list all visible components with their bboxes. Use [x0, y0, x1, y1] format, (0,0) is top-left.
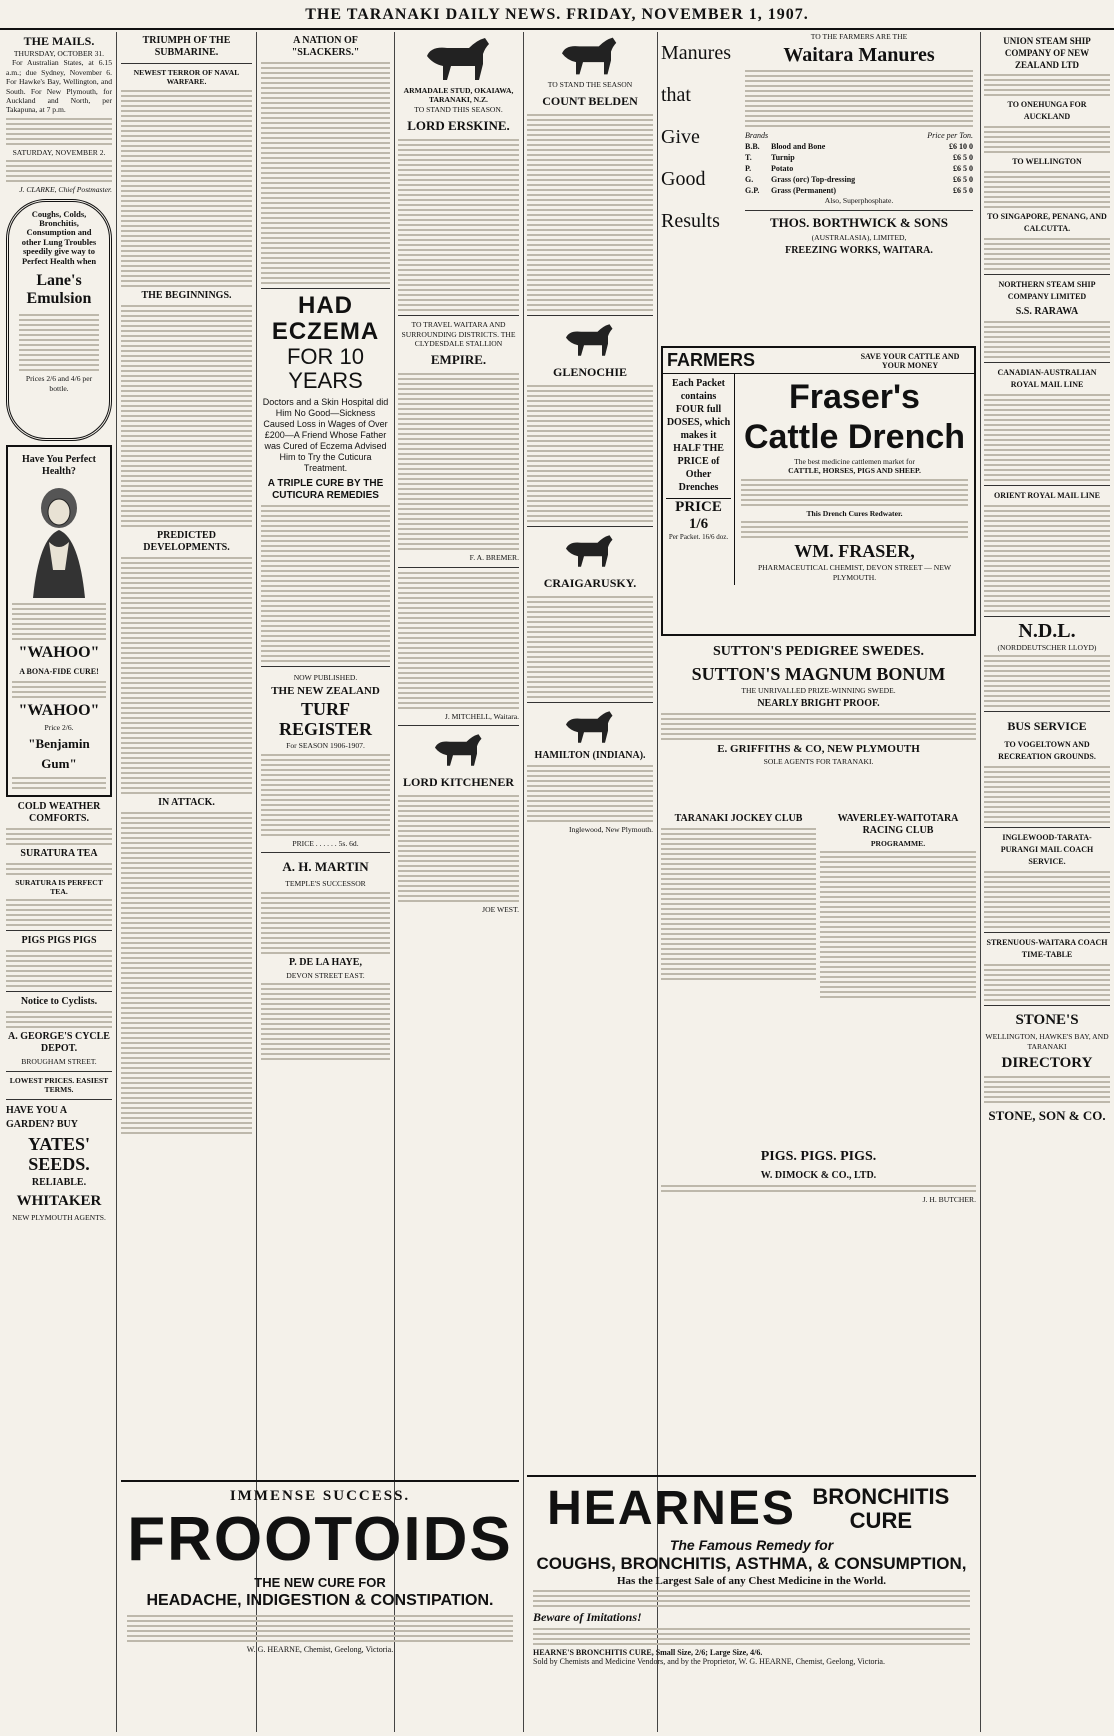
stones-co: STONE, SON & CO.: [988, 1108, 1106, 1124]
suratura-body-text: [6, 863, 112, 875]
manure-price: £6 5 0: [953, 164, 973, 174]
empire-intro: TO TRAVEL WAITARA AND SURROUNDING DISTRICTS. THE CLYDESDALE STALLION: [401, 320, 516, 349]
column-5: [527, 32, 653, 1507]
price-head: Price per Ton.: [927, 131, 973, 141]
slackers-body-text: [261, 62, 390, 284]
turf-title-2: TURF REGISTER: [278, 699, 373, 740]
haye-body-text: [261, 983, 390, 1060]
singapore-body-text: [984, 238, 1110, 270]
horse-icon: [560, 320, 620, 360]
mails-text: For Australian States, at 6.15 a.m.; due Sydney, November 6. For Hawke's Bay, Wellington, and South. For New Plymouth, for Auckland and North, per Takapuna, at 7 p.m.: [6, 58, 112, 115]
mails-title: THE MAILS.: [23, 34, 95, 48]
wahoo-price: Price 2/6.: [44, 722, 74, 732]
column-3: [261, 32, 390, 1507]
armadale-stud: ARMADALE STUD, OKAIAWA, TARANAKI, N.Z.: [403, 86, 514, 105]
suttons-nearly: NEARLY BRIGHT PROOF.: [757, 698, 880, 710]
lord-kitchener: LORD KITCHENER: [402, 775, 515, 790]
column-rule: [116, 32, 117, 1732]
onehunga-body-text: [984, 126, 1110, 153]
waverley-club: WAVERLEY-WAITOTARA RACING CLUB: [837, 813, 959, 836]
kitchener-body-text: [398, 795, 519, 902]
suratura-subtitle: SURATURA IS PERFECT TEA.: [15, 877, 103, 897]
column-rule: [256, 32, 257, 1732]
article-body-text: [121, 90, 252, 287]
section-attack: IN ATTACK.: [158, 796, 215, 808]
turf-price: PRICE . . . . . . 5s. 6d.: [292, 838, 359, 848]
health-title: Have You Perfect Health?: [21, 453, 97, 477]
ndl-sub: (NORDDEUTSCHER LLOYD): [997, 643, 1097, 652]
onehunga: TO ONEHUNGA FOR AUCKLAND: [1007, 100, 1087, 121]
wellington-body-text: [984, 171, 1110, 208]
turf-season: For SEASON 1906-1907.: [286, 741, 365, 751]
manure-name: Turnip: [771, 153, 795, 163]
orient-body-text: [984, 505, 1110, 612]
column-rule: [523, 32, 524, 1732]
suttons-sub: THE UNRIVALLED PRIZE-WINNING SWEDE.: [741, 686, 896, 695]
waverley-club-ad: [820, 810, 976, 1140]
manures-word: Give: [661, 126, 700, 148]
eczema-headline-2: FOR 10 YEARS: [286, 344, 365, 393]
immense-success: IMMENSE SUCCESS.: [229, 1488, 411, 1504]
column-rule: [394, 32, 395, 1732]
union-body-text: [984, 74, 1110, 96]
ndl: N.D.L.: [1018, 620, 1076, 642]
directory-body-text: [984, 1076, 1110, 1103]
wahoo-ad: [6, 445, 112, 797]
canadian-line: CANADIAN-AUSTRALIAN ROYAL MAIL LINE: [997, 368, 1097, 389]
jockey-body-text: [661, 828, 816, 980]
manures-word: Results: [661, 210, 720, 232]
manure-code: G.P.: [745, 186, 760, 196]
wahoo-title: "WAHOO": [18, 643, 100, 661]
lowest-prices: LOWEST PRICES. EASIEST TERMS.: [9, 1075, 109, 1095]
pigs-title-2: PIGS. PIGS. PIGS.: [760, 1149, 877, 1164]
article-body-text: [121, 812, 252, 1134]
suttons-head: SUTTON'S PEDIGREE SWEDES.: [713, 644, 924, 659]
mitchell-signature: J. MITCHELL, Waitara.: [444, 711, 519, 721]
masthead: THE TARANAKI DAILY NEWS. FRIDAY, NOVEMBER 1, 1907.: [0, 0, 1114, 30]
glenochie-body-text: [527, 385, 653, 522]
mails-body-text: [6, 118, 112, 145]
pigs-title: PIGS PIGS PIGS: [21, 935, 97, 947]
pigs-body-text: [6, 950, 112, 987]
manures-word: that: [661, 84, 691, 106]
fraser-address: PHARMACEUTICAL CHEMIST, DEVON STREET — NEW PLYMOUTH.: [757, 563, 952, 582]
shipping-column: [984, 32, 1110, 1732]
canadian-body-text: [984, 394, 1110, 481]
northern-steam: NORTHERN STEAM SHIP COMPANY LIMITED: [998, 280, 1096, 301]
hearnes-ailments: COUGHS, BRONCHITIS, ASTHMA, & CONSUMPTION,: [536, 1554, 967, 1573]
frootoids-hearne: W. G. HEARNE, Chemist, Geelong, Victoria.: [246, 1645, 394, 1654]
turf-title-1: THE NEW ZEALAND: [271, 685, 380, 698]
union-steam-ship: UNION STEAM SHIP COMPANY OF NEW ZEALAND LTD: [1003, 36, 1091, 70]
now-published: NOW PUBLISHED.: [293, 673, 358, 682]
suttons-title: SUTTON'S MAGNUM BONUM: [691, 664, 946, 684]
manure-price: £6 10 0: [949, 142, 973, 152]
wahoo-body-text: [12, 603, 106, 640]
inglewood-coach: INGLEWOOD-TARATA-PURANGI MAIL COACH SERVICE.: [1000, 833, 1094, 867]
griffiths-sub: SOLE AGENTS FOR TARANAKI.: [763, 757, 874, 767]
frasers-body-text: [741, 521, 968, 538]
manures-ad: [661, 32, 976, 342]
hearnes-title: HEARNES: [547, 1482, 796, 1535]
mails-day: THURSDAY, OCTOBER 31.: [13, 49, 105, 58]
empire-body-text: [398, 373, 519, 550]
count-belden: COUNT BELDEN: [542, 94, 638, 109]
joe-west-signature: JOE WEST.: [482, 905, 519, 915]
emulsion-text: Coughs, Colds, Bronchitis, Consumption and other Lung Troubles speedily give way to Perfect Health when: [21, 208, 97, 266]
mails-saturday: SATURDAY, NOVEMBER 2.: [12, 147, 106, 157]
erskine-body-text: [398, 139, 519, 311]
triple-cure: A TRIPLE CURE BY THE CUTICURA REMEDIES: [267, 478, 384, 501]
manure-price: £6 5 0: [953, 186, 973, 196]
manures-title: Waitara Manures: [783, 44, 935, 67]
section-predicted: PREDICTED DEVELOPMENTS.: [143, 529, 230, 553]
butcher: J. H. BUTCHER.: [922, 1195, 976, 1204]
woman-portrait-icon: [19, 480, 99, 600]
manure-price: £6 5 0: [953, 153, 973, 163]
manure-row: [745, 141, 973, 152]
to-wellington: TO WELLINGTON: [1012, 157, 1082, 166]
benjamin-gum: "Benjamin Gum": [28, 736, 90, 772]
hearnes-prices: HEARNE'S BRONCHITIS CURE, Small Size, 2/6; Large Size, 4/6.: [533, 1648, 763, 1657]
cycle-depot-address: BROUGHAM STREET.: [21, 1057, 97, 1067]
hearnes-body-text: [527, 1590, 976, 1607]
suratura-body-text: [6, 899, 112, 926]
beware: Beware of Imitations!: [533, 1610, 642, 1624]
ndl-body-text: [984, 655, 1110, 707]
frootoids-ailments: HEADACHE, INDIGESTION & CONSTIPATION.: [146, 1592, 494, 1609]
manures-header: TO THE FARMERS ARE THE: [810, 32, 908, 41]
suttons-body-text: [661, 713, 976, 740]
horse-icon: [560, 531, 620, 571]
hearnes-sold: Sold by Chemists and Medicine Vendors, and by the Proprietor, W. G. HEARNE, Chemist, Geelong, Victoria.: [533, 1657, 885, 1666]
strenuous-coach: STRENUOUS-WAITARA COACH TIME-TABLE: [986, 938, 1108, 960]
cattle-line: CATTLE, HORSES, PIGS AND SHEEP.: [788, 466, 921, 476]
horse-icon: [419, 34, 499, 84]
stones: STONE'S: [1015, 1012, 1079, 1029]
horse-icon: [555, 34, 625, 78]
frootoids-body-text: [121, 1615, 519, 1642]
jockey-club: TARANAKI JOCKEY CLUB: [674, 813, 803, 824]
wahoo-title-2: "WAHOO": [18, 701, 100, 719]
hamilton-indiana: HAMILTON (INDIANA).: [534, 750, 646, 762]
dimock: W. DIMOCK & CO., LTD.: [760, 1170, 877, 1181]
best-medicine: The best medicine cattlemen market for: [794, 457, 915, 466]
lord-erskine: LORD ERSKINE.: [407, 118, 510, 134]
cuticura-body-text: [261, 505, 390, 662]
bremer-signature: F. A. BREMER.: [469, 553, 519, 563]
manures-body-text: [745, 70, 973, 127]
hearnes-ad: [527, 1475, 976, 1732]
wahoo-body-text: [12, 681, 106, 698]
haye-address: DEVON STREET EAST.: [286, 970, 365, 980]
rarawa: S.S. RARAWA: [1015, 306, 1079, 317]
drench-price-sub: Per Packet. 16/6 doz.: [668, 533, 729, 541]
martin-subtitle: TEMPLE'S SUCCESSOR: [285, 879, 366, 889]
manures-word: Good: [661, 168, 706, 190]
redwater: This Drench Cures Redwater.: [806, 508, 903, 518]
frasers-title: Fraser's Cattle Drench: [743, 378, 966, 456]
mails-body-text: [6, 160, 112, 182]
freezing-works: FREEZING WORKS, WAITARA.: [785, 245, 933, 257]
empire-name: EMPIRE.: [430, 352, 487, 368]
hearnes-body-text: [527, 1628, 976, 1645]
weather-body-text: [6, 828, 112, 845]
belden-body-text: [527, 114, 653, 311]
frasers-ad: [661, 346, 976, 636]
griffiths: E. GRIFFITHS & CO, NEW PLYMOUTH: [717, 743, 920, 756]
article-body-text: [121, 557, 252, 794]
frasers-body-text: [741, 479, 968, 506]
suratura-title: SURATURA TEA: [20, 847, 98, 859]
pigs2-body-text: [661, 1185, 976, 1192]
save-headline: SAVE YOUR CATTLE AND YOUR MONEY: [860, 351, 960, 370]
martin-body-text: [261, 892, 390, 954]
orient-line: ORIENT ROYAL MAIL LINE: [993, 491, 1101, 500]
lanes-emulsion-ad: [6, 199, 112, 441]
programme: PROGRAMME.: [870, 839, 926, 848]
stallion-body-text: [398, 572, 519, 709]
article-body-text: [121, 305, 252, 527]
stand-season: TO STAND THE SEASON: [547, 80, 633, 89]
article-title: TRIUMPH OF THE SUBMARINE.: [142, 35, 231, 58]
singapore: TO SINGAPORE, PENANG, AND CALCUTTA.: [987, 212, 1107, 233]
bronchitis-cure: BRONCHITIS CURE: [812, 1484, 950, 1533]
coach-body-text: [984, 964, 1110, 1001]
manure-price-table: [745, 141, 973, 196]
manure-row: [745, 152, 973, 163]
horse-icon: [429, 730, 489, 770]
turf-body-text: [261, 754, 390, 836]
horse-icon: [560, 707, 620, 747]
wahoo-subtitle: A BONA-FIDE CURE!: [19, 666, 99, 676]
largest-sale: Has the Largest Sale of any Chest Medicine in the World.: [617, 1575, 886, 1587]
famous-remedy: The Famous Remedy for: [669, 1537, 834, 1553]
jockey-club-ad: [661, 810, 816, 1140]
emulsion-price: Prices 2/6 and 4/6 per bottle.: [25, 374, 93, 393]
gum-body-text: [12, 777, 106, 789]
bus-body-text: [984, 766, 1110, 823]
eczema-subhead: Doctors and a Skin Hospital did Him No Good—Sickness Caused Loss in Wages of Over £200—A Friend Whose Father was Cured of Eczema Advised Him to Try the Cuticura Treatment.: [262, 397, 389, 473]
brands-label: Brands: [745, 131, 769, 141]
article-subtitle: NEWEST TERROR OF NAVAL WARFARE.: [133, 68, 240, 87]
fraser-name: WM. FRASER,: [794, 541, 915, 562]
borthwick-sub: (AUSTRALASIA), LIMITED,: [811, 232, 907, 242]
bus-service: BUS SERVICE: [1007, 719, 1087, 734]
frootoids-ad: [121, 1480, 519, 1732]
new-cure: THE NEW CURE FOR: [254, 1575, 386, 1590]
emulsion-body-text: [19, 314, 99, 371]
manure-code: B.B.: [745, 142, 760, 152]
slackers-title: A NATION OF "SLACKERS.": [291, 35, 360, 58]
column-2: [121, 32, 252, 1507]
craigarusky: CRAIGARUSKY.: [543, 576, 637, 591]
suttons-ad: [661, 640, 976, 805]
glenochie: GLENOCHIE: [552, 365, 627, 380]
manure-name: Grass (Permanent): [771, 186, 837, 196]
cycle-depot: A. GEORGE'S CYCLE DEPOT.: [8, 1031, 110, 1055]
cyclists-body-text: [6, 1011, 112, 1028]
manures-word: Manures: [661, 42, 731, 64]
pigs-ad-2: [661, 1145, 976, 1215]
waverley-body-text: [820, 851, 976, 998]
haye-name: P. DE LA HAYE,: [289, 956, 362, 968]
rarawa-body-text: [984, 321, 1110, 358]
manure-code: T.: [745, 153, 752, 163]
directory: DIRECTORY: [1001, 1055, 1093, 1072]
column-4: [398, 32, 519, 1507]
craigarusky-body-text: [527, 596, 653, 698]
postmaster-signature: J. CLARKE, Chief Postmaster.: [19, 185, 112, 195]
frootoids-title: FROOTOIDS: [127, 1505, 513, 1574]
whitaker: WHITAKER: [16, 1192, 102, 1209]
inglewood-signature: Inglewood, New Plymouth.: [569, 825, 653, 835]
farmers-headline: FARMERS: [667, 350, 756, 370]
eczema-headline: HAD ECZEMA: [271, 292, 380, 345]
garden-prompt: HAVE YOU A GARDEN? BUY: [6, 1104, 78, 1130]
section-beginnings: THE BEGINNINGS.: [141, 289, 232, 301]
manure-name: Grass (orc) Top-dressing: [771, 175, 856, 185]
yates-seeds: YATES' SEEDS.: [27, 1133, 91, 1174]
vogeltown: TO VOGELTOWN AND RECREATION GROUNDS.: [998, 740, 1096, 762]
cyclists-title: Notice to Cyclists.: [20, 996, 98, 1008]
column-1: [6, 32, 112, 1732]
inglewood-body-text: [984, 871, 1110, 928]
whitaker-address: NEW PLYMOUTH AGENTS.: [12, 1212, 106, 1222]
emulsion-title: Lane's Emulsion: [26, 272, 92, 308]
manure-code: P.: [745, 164, 752, 174]
superphosphate: Also, Superphosphate.: [824, 196, 894, 206]
manure-price: £6 5 0: [953, 175, 973, 185]
packet-text: Each Packet contains FOUR full DOSES, which makes it HALF THE PRICE of Other Drenches: [666, 378, 731, 493]
stand-season: TO STAND THIS SEASON.: [414, 104, 503, 114]
manure-row: [745, 163, 973, 174]
stones-sub: WELLINGTON, HAWKE'S BAY, AND TARANAKI: [985, 1032, 1109, 1051]
martin-name: A. H. MARTIN: [282, 859, 369, 875]
manure-row: [745, 185, 973, 196]
manure-name: Blood and Bone: [771, 142, 826, 152]
drench-price: PRICE 1/6: [666, 498, 731, 533]
manure-row: [745, 174, 973, 185]
borthwick-company: THOS. BORTHWICK & SONS: [770, 214, 948, 230]
cold-weather-title: COLD WEATHER COMFORTS.: [17, 800, 101, 824]
reliable: RELIABLE.: [31, 1176, 87, 1188]
manure-code: G.: [745, 175, 754, 185]
column-rule: [980, 32, 981, 1732]
manure-name: Potato: [771, 164, 794, 174]
hamilton-body-text: [527, 765, 653, 822]
